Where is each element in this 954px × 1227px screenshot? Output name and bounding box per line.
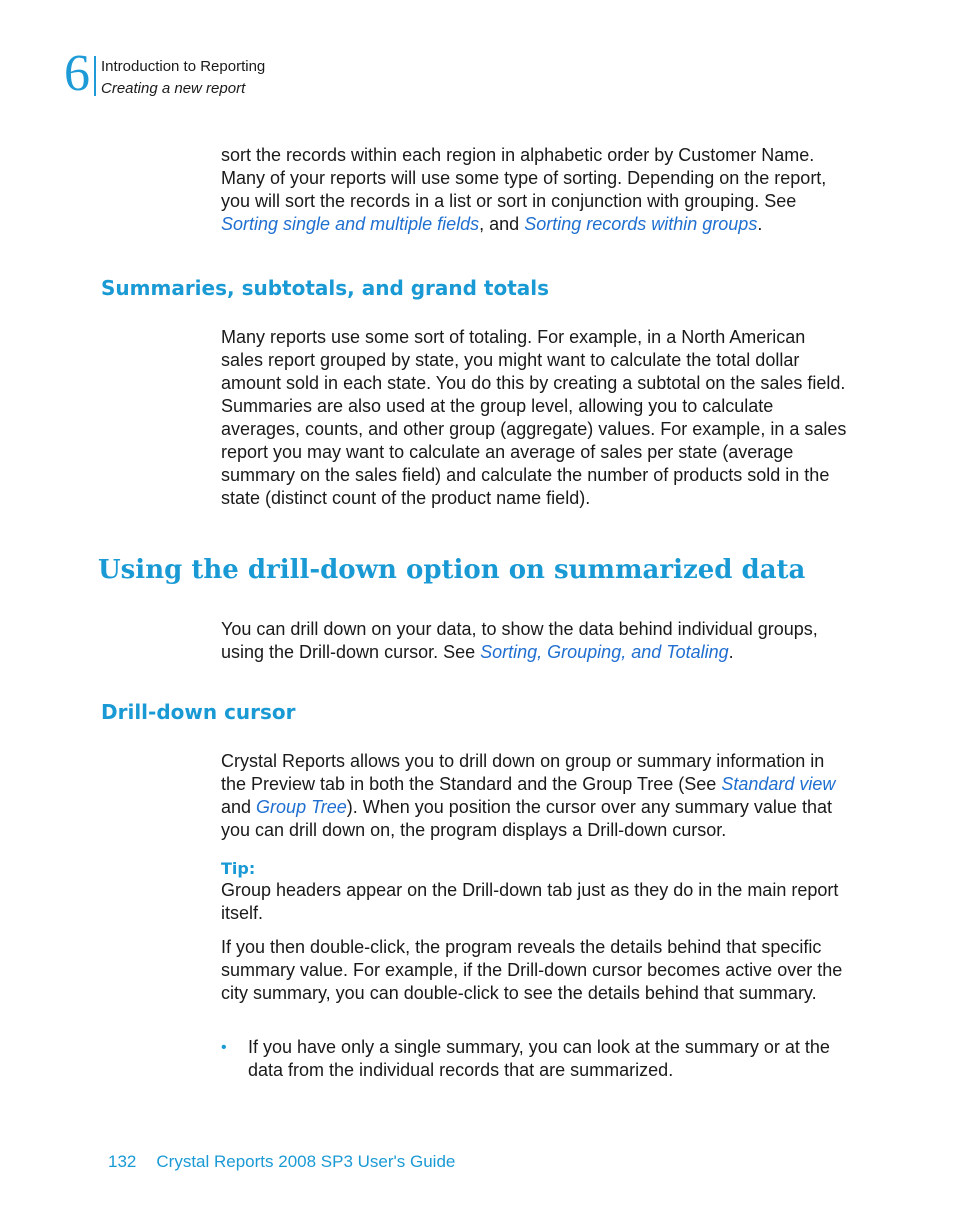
page-footer	[108, 1151, 455, 1173]
chapter-title: Introduction to Reporting	[101, 58, 266, 75]
drilldown-cursor-heading: Drill-down cursor	[101, 700, 296, 724]
summaries-heading: Summaries, subtotals, and grand totals	[101, 276, 550, 300]
link-sorting-single-multiple-fields[interactable]: Sorting single and multiple fields	[221, 214, 480, 234]
cursor-text-3: ). When you position the cursor over any summary value that you can drill down on, the program displays a Drill-down cursor.	[221, 797, 832, 840]
tip-label: Tip:	[221, 859, 256, 878]
link-standard-view[interactable]: Standard view	[721, 774, 836, 794]
drilldown-section-heading: Using the drill-down option on summarized data	[98, 555, 806, 585]
section-title: Creating a new report	[101, 80, 246, 97]
intro-text-3: .	[757, 214, 763, 234]
chapter-divider	[94, 56, 96, 96]
link-sorting-grouping-totaling[interactable]: Sorting, Grouping, and Totaling	[480, 642, 729, 662]
intro-text-2: , and	[479, 214, 525, 234]
intro-paragraph	[221, 144, 851, 236]
drilldown-cursor-paragraph	[221, 750, 851, 842]
tip-paragraph: Group headers appear on the Drill-down tab just as they do in the main report itself.	[221, 880, 839, 923]
drilldown-intro-text-2: .	[728, 642, 734, 662]
drilldown-intro-paragraph	[221, 618, 851, 664]
summaries-paragraph: Many reports use some sort of totaling. For example, in a North American sales report grouped by state, you might want to calculate the total dollar amount sold in each state. You do this by creating a subtotal on the sales field. Summaries are also used at the group level, allowing you to calculate averages, counts, and other group (aggregate) values. For example, in a sales report you may want to calculate an average of sales per state (average summary on the sales field) and calculate the number of products sold in the state (distinct count of the product name field).	[221, 327, 847, 508]
guide-title: Crystal Reports 2008 SP3 User's Guide	[156, 1152, 456, 1171]
bullet-icon: •	[221, 1039, 227, 1056]
link-group-tree[interactable]: Group Tree	[256, 797, 347, 817]
cursor-text-1: Crystal Reports allows you to drill down on group or summary information in the Preview tab in both the Standard and the Group Tree (See	[221, 751, 825, 794]
double-click-paragraph: If you then double-click, the program reveals the details behind that specific summary value. For example, if the Drill-down cursor becomes active over the city summary, you can double-click to see the details behind that summary.	[221, 937, 843, 1003]
running-head	[101, 56, 265, 100]
intro-text-1: sort the records within each region in alphabetic order by Customer Name. Many of your reports will use some type of sorting. Depending on the report, you will sort the records in a list or sort in conjunction with grouping. See	[221, 145, 827, 211]
drilldown-intro-text-1: You can drill down on your data, to show the data behind individual groups, using the Drill-down cursor. See	[221, 619, 818, 662]
chapter-number: 6	[64, 45, 90, 102]
bullet-text: If you have only a single summary, you can look at the summary or at the data from the individual records that are summarized.	[248, 1037, 830, 1080]
page-number: 132	[108, 1152, 137, 1171]
cursor-text-2: and	[221, 797, 257, 817]
link-sorting-records-within-groups[interactable]: Sorting records within groups	[524, 214, 758, 234]
